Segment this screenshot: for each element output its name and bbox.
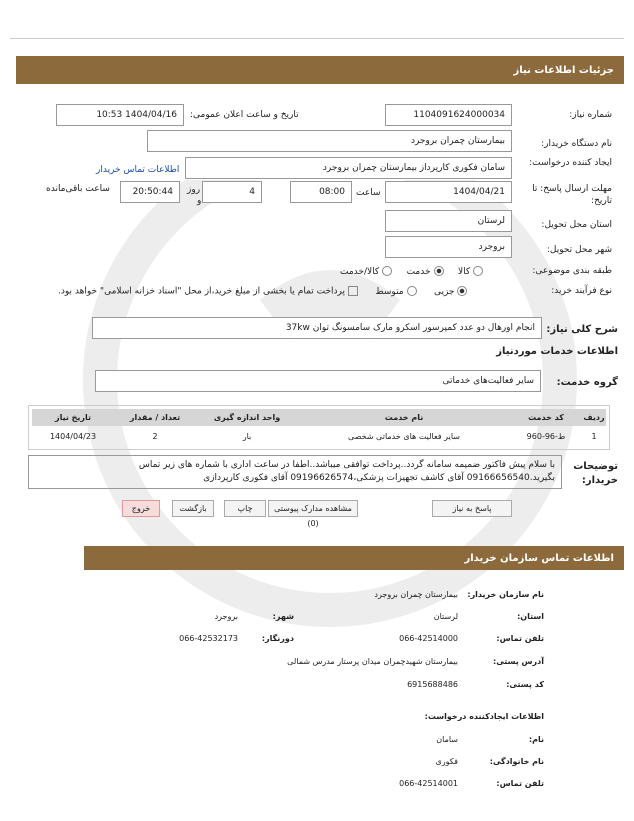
contact-link[interactable]: اطلاعات تماس خریدار [96, 165, 180, 175]
cell-code: ط-96-960 [526, 431, 566, 441]
contact-province-value: لرستان [433, 612, 458, 621]
creator-label: ایجاد کننده درخواست: [529, 158, 612, 168]
notes-field [28, 455, 562, 489]
address-value: بیمارستان شهیدچمران میدان پرستار مدرس شمالی [287, 657, 458, 666]
col-unit: واحد اندازه گیری [213, 413, 281, 422]
col-code: کد خدمت [528, 413, 564, 422]
process-options [58, 286, 470, 297]
process-option-medium[interactable]: متوسط [375, 287, 419, 297]
service-group-field: سایر فعالیت‌های خدماتی [95, 370, 541, 392]
buyer-device-field: بیمارستان چمران بروجرد [147, 130, 512, 152]
services-title: اطلاعات خدمات موردنیاز [496, 346, 618, 357]
radio-goods-service[interactable] [382, 266, 392, 276]
contact-phone-label: تلفن تماس: [496, 634, 544, 643]
col-row: ردیف [583, 413, 605, 422]
notes-line-1: با سلام پیش فاکتور ضمیمه سامانه گردد..پرداخت توافقی میباشد..اطفا در ساعت اداری با شماره های زیر تماس [138, 460, 555, 470]
family-label: نام خانوادگی: [489, 757, 544, 766]
category-option-service[interactable]: خدمت [407, 267, 447, 277]
contact-fax-label: دورنگار: [261, 634, 294, 643]
back-button[interactable]: بازگشت [172, 500, 214, 517]
col-qty: تعداد / مقدار [129, 413, 181, 422]
cell-name: سایر فعالیت های خدماتی شخصی [348, 431, 460, 441]
col-date: تاریخ نیاز [54, 413, 92, 422]
creator-phone-label: تلفن تماس: [496, 779, 544, 788]
need-number-field: 1104091624000034 [385, 104, 512, 126]
and-label: و [197, 196, 202, 206]
cell-qty: 2 [152, 431, 158, 441]
category-option-goods-service[interactable]: کالا/خدمت [340, 267, 395, 277]
service-group-label: گروه خدمت: [556, 377, 618, 388]
summary-field: انجام اورهال دو عدد کمپرسور اسکرو مارک سامسونگ توان 37kw [92, 317, 542, 339]
radio-medium[interactable] [407, 286, 417, 296]
radio-service[interactable] [434, 266, 444, 276]
contact-phone-value: 066-42514000 [399, 634, 458, 643]
name-value: سامان [436, 735, 458, 744]
announce-field: 1404/04/16 10:53 [56, 104, 184, 126]
view-docs-button[interactable]: مشاهده مدارک پیوستی (0) [268, 500, 358, 517]
remaining-field: 20:50:44 [120, 181, 180, 203]
deadline-date-field: 1404/04/21 [385, 181, 512, 203]
services-table-wrap [28, 405, 610, 450]
creator-phone-value: 066-42514001 [399, 779, 458, 788]
time-label: ساعت [356, 188, 381, 198]
family-value: فکوری [435, 757, 458, 766]
notes-label: توضیحات خریدار: [573, 461, 618, 486]
exit-button[interactable]: خروج [122, 500, 160, 517]
address-label: آدرس پستی: [493, 657, 544, 666]
contact-city-value: بروجرد [214, 612, 238, 621]
announce-label: تاریخ و ساعت اعلان عمومی: [190, 110, 299, 120]
process-label: نوع فرآیند خرید: [551, 286, 612, 296]
city-field: بروجرد [385, 236, 512, 258]
cell-date: 1404/04/23 [49, 431, 97, 441]
remaining-label: ساعت باقی‌مانده [46, 184, 110, 194]
cell-row: 1 [591, 431, 597, 441]
province-label: استان محل تحویل: [541, 220, 612, 230]
category-options [340, 266, 486, 277]
contact-header [84, 546, 624, 570]
contact-city-label: شهر: [272, 612, 294, 621]
org-label: نام سازمان خریدار: [467, 590, 544, 599]
buyer-device-label: نام دستگاه خریدار: [541, 139, 612, 149]
treasury-checkbox[interactable] [348, 286, 358, 296]
name-label: نام: [528, 735, 544, 744]
page-title: جزئیات اطلاعات نیاز [513, 64, 614, 76]
contact-title: اطلاعات تماس سازمان خریدار [464, 552, 614, 564]
reply-button[interactable]: پاسخ به نیاز [432, 500, 512, 517]
days-field: 4 [202, 181, 262, 203]
days-label: روز [187, 185, 201, 195]
page-header [16, 56, 624, 84]
radio-minor[interactable] [457, 286, 467, 296]
col-name: نام خدمت [384, 413, 424, 422]
city-label: شهر محل تحویل: [546, 245, 612, 255]
creator-info-title: اطلاعات ایجادکننده درخواست: [424, 712, 544, 721]
deadline-label: مهلت ارسال پاسخ: تا تاریخ: [532, 184, 612, 206]
notes-line-2: بگیرید.09166656540 آقای کاشف تجهیزات پزشکی،09196626574 آقای فکوری کارپردازی [203, 473, 555, 483]
contact-province-label: استان: [517, 612, 544, 621]
table-row [32, 426, 606, 446]
deadline-time-field: 08:00 [290, 181, 352, 203]
contact-fax-value: 066-42532173 [179, 634, 238, 643]
category-option-goods[interactable]: کالا [458, 267, 486, 277]
services-table [32, 409, 606, 446]
org-value: بیمارستان چمران بروجرد [374, 590, 458, 599]
province-field: لرستان [385, 210, 512, 232]
treasury-note: پرداخت تمام یا بخشی از مبلغ خرید،از محل "اسناد خزانه اسلامی" خواهد بود. [58, 286, 346, 297]
postal-value: 6915688486 [407, 680, 458, 689]
radio-goods[interactable] [473, 266, 483, 276]
postal-label: کد پستی: [506, 680, 544, 689]
need-number-label: شماره نیاز: [569, 110, 612, 120]
category-label: طبقه بندی موضوعی: [532, 266, 612, 276]
table-header-row [32, 409, 606, 426]
creator-field: سامان فکوری کارپرداز بیمارستان چمران بروجرد [185, 157, 512, 179]
cell-unit: بار [242, 431, 252, 441]
print-button[interactable]: چاپ [224, 500, 266, 517]
process-option-minor[interactable]: جزیی [434, 287, 471, 297]
top-divider [10, 38, 624, 39]
summary-label: شرح کلی نیاز: [546, 324, 618, 335]
